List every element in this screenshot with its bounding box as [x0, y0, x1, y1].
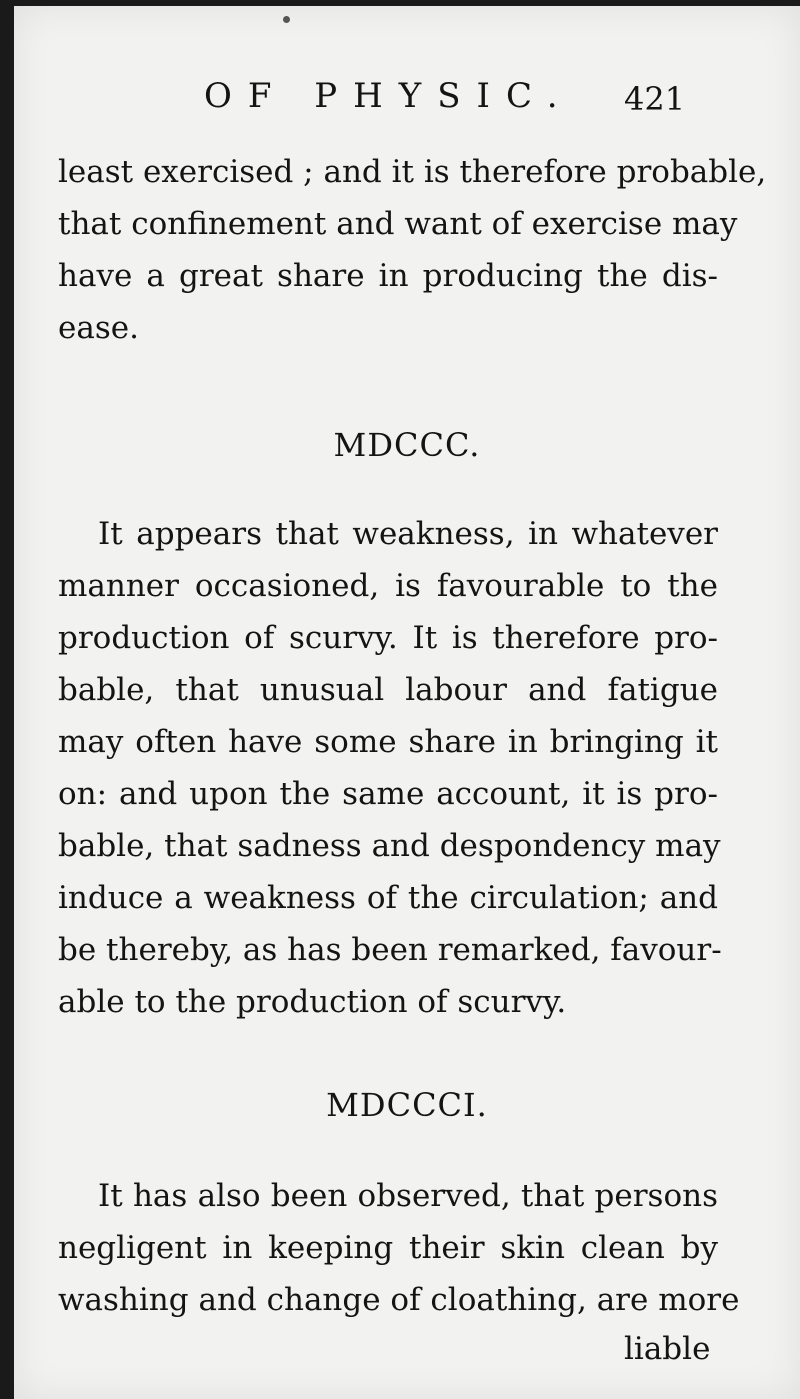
book-page — [14, 6, 800, 1399]
text-line: manner occasioned, is favourable to the — [58, 568, 718, 604]
text-line: able to the production of scurvy. — [58, 984, 567, 1020]
text-line: that confinement and want of exercise may — [58, 206, 738, 242]
text-line: may often have some share in bringing it — [58, 724, 718, 760]
text-line: negligent in keeping their skin clean by — [58, 1230, 718, 1266]
ink-speck — [283, 16, 290, 23]
text-line: It appears that weakness, in whatever — [98, 516, 718, 552]
section-heading-mdccc: MDCCC. — [333, 426, 481, 464]
paragraph-mdccci — [58, 1170, 740, 1326]
text-line: least exercised ; and it is therefore probable, — [58, 154, 767, 190]
text-line: induce a weakness of the circulation; and — [58, 880, 718, 916]
text-line: have a great share in producing the dis- — [58, 258, 718, 294]
text-line: ease. — [58, 310, 139, 346]
text-line: bable, that sadness and despondency may — [58, 828, 721, 864]
text-line: bable, that unusual labour and fatigue — [58, 672, 718, 708]
paragraph-mdccc — [58, 508, 722, 1028]
text-line: It has also been observed, that persons — [98, 1178, 718, 1214]
running-title: OF PHYSIC. — [204, 76, 574, 116]
page-number: 421 — [624, 80, 686, 118]
text-line: be thereby, as has been remarked, favour- — [58, 932, 722, 968]
text-line: on: and upon the same account, it is pro- — [58, 776, 718, 812]
text-line: production of scurvy. It is therefore pro- — [58, 620, 718, 656]
running-head — [14, 76, 800, 126]
section-heading-mdccci: MDCCCI. — [326, 1086, 488, 1124]
catchword: liable — [624, 1331, 711, 1367]
paragraph-continued — [58, 146, 767, 354]
text-line: washing and change of cloathing, are more — [58, 1282, 740, 1318]
